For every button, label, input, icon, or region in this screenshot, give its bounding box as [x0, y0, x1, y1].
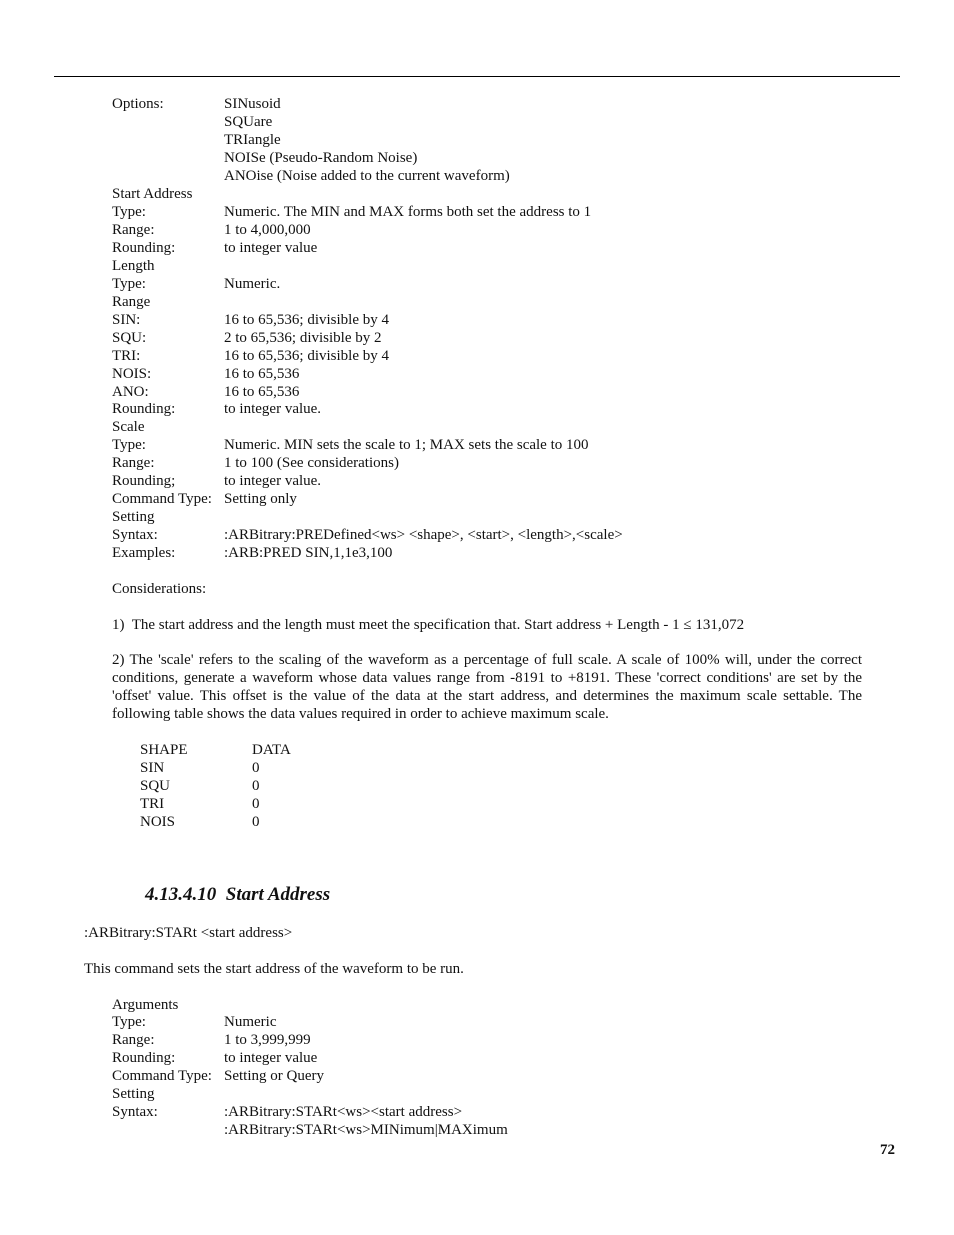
length-range-ano-label: ANO:	[112, 384, 149, 400]
section-description: This command sets the start address of the waveform to be run.	[84, 961, 464, 977]
scale-title: Scale	[112, 419, 145, 435]
table-header-data: DATA	[252, 742, 291, 758]
scale-rounding-value: to integer value.	[224, 473, 322, 489]
section-command: :ARBitrary:STARt <start address>	[84, 925, 293, 941]
command-examples-value: :ARB:PRED SIN,1,1e3,100	[224, 545, 393, 561]
table-cell-data: 0	[252, 778, 260, 794]
length-range-nois-label: NOIS:	[112, 366, 152, 382]
option-triangle: TRIangle	[224, 132, 281, 148]
arguments-syntax-value-1: :ARBitrary:STARt<ws><start address>	[224, 1104, 463, 1120]
table-cell-data: 0	[252, 760, 260, 776]
arguments-title: Arguments	[112, 997, 179, 1013]
length-type-label: Type:	[112, 276, 146, 292]
length-rounding-label: Rounding:	[112, 401, 176, 417]
arguments-syntax-value-2: :ARBitrary:STARt<ws>MINimum|MAXimum	[224, 1122, 508, 1138]
command-type-label: Command Type:	[112, 491, 212, 507]
table-header-shape: SHAPE	[140, 742, 188, 758]
length-range-tri-value: 16 to 65,536; divisible by 4	[224, 348, 389, 364]
arguments-syntax-label: Syntax:	[112, 1104, 158, 1120]
arguments-setting-label: Setting	[112, 1086, 155, 1102]
scale-range-value: 1 to 100 (See considerations)	[224, 455, 399, 471]
start-address-rounding-value: to integer value	[224, 240, 318, 256]
length-range-tri-label: TRI:	[112, 348, 141, 364]
scale-rounding-label: Rounding;	[112, 473, 176, 489]
length-rounding-value: to integer value.	[224, 401, 322, 417]
scale-type-label: Type:	[112, 437, 146, 453]
length-range-title: Range	[112, 294, 151, 310]
start-address-type-label: Type:	[112, 204, 146, 220]
command-syntax-label: Syntax:	[112, 527, 158, 543]
option-anoise: ANOise (Noise added to the current waveform)	[224, 168, 510, 184]
table-cell-shape: SQU	[140, 778, 171, 794]
consideration-1: 1) The start address and the length must meet the specification that. Start address + Length - 1 ≤ 131,072	[112, 617, 745, 633]
section-heading: 4.13.4.10 Start Address	[145, 884, 331, 905]
start-address-rounding-label: Rounding:	[112, 240, 176, 256]
option-square: SQUare	[224, 114, 273, 130]
arguments-range-value: 1 to 3,999,999	[224, 1032, 311, 1048]
arguments-cmdtype-value: Setting or Query	[224, 1068, 324, 1084]
header-rule	[54, 76, 900, 77]
options-label: Options:	[112, 96, 164, 112]
command-setting-label: Setting	[112, 509, 155, 525]
start-address-title: Start Address	[112, 186, 193, 202]
table-cell-shape: NOIS	[140, 814, 176, 830]
command-syntax-value: :ARBitrary:PREDefined<ws> <shape>, <start>, <length>,<scale>	[224, 527, 623, 543]
length-title: Length	[112, 258, 155, 274]
command-type-value: Setting only	[224, 491, 297, 507]
scale-type-value: Numeric. MIN sets the scale to 1; MAX sets the scale to 100	[224, 437, 589, 453]
page-number: 72	[880, 1142, 895, 1158]
option-sinusoid: SINusoid	[224, 96, 281, 112]
scale-range-label: Range:	[112, 455, 155, 471]
command-examples-label: Examples:	[112, 545, 176, 561]
start-address-type-value: Numeric. The MIN and MAX forms both set the address to 1	[224, 204, 592, 220]
table-cell-data: 0	[252, 814, 260, 830]
arguments-type-label: Type:	[112, 1014, 146, 1030]
length-range-ano-value: 16 to 65,536	[224, 384, 300, 400]
table-cell-shape: SIN	[140, 760, 165, 776]
arguments-rounding-label: Rounding:	[112, 1050, 176, 1066]
arguments-range-label: Range:	[112, 1032, 155, 1048]
arguments-cmdtype-label: Command Type:	[112, 1068, 212, 1084]
start-address-range-value: 1 to 4,000,000	[224, 222, 311, 238]
length-range-squ-label: SQU:	[112, 330, 147, 346]
length-range-sin-label: SIN:	[112, 312, 141, 328]
length-range-nois-value: 16 to 65,536	[224, 366, 300, 382]
table-cell-data: 0	[252, 796, 260, 812]
start-address-range-label: Range:	[112, 222, 155, 238]
consideration-2: 2) The 'scale' refers to the scaling of the waveform as a percentage of full scale. A scale of 100% will, under the correct conditions, generate a waveform whose data values range from -8191 to +8191. These 'correct conditions' are set by the 'offset' value. This offset is the value of the data at the start address, and determines the maximum scale settable. The following table shows the data values required in order to achieve maximum scale.	[112, 652, 862, 722]
length-range-squ-value: 2 to 65,536; divisible by 2	[224, 330, 382, 346]
arguments-type-value: Numeric	[224, 1014, 277, 1030]
arguments-rounding-value: to integer value	[224, 1050, 318, 1066]
length-type-value: Numeric.	[224, 276, 281, 292]
table-cell-shape: TRI	[140, 796, 165, 812]
length-range-sin-value: 16 to 65,536; divisible by 4	[224, 312, 389, 328]
option-noise: NOISe (Pseudo-Random Noise)	[224, 150, 418, 166]
considerations-title: Considerations:	[112, 581, 207, 597]
